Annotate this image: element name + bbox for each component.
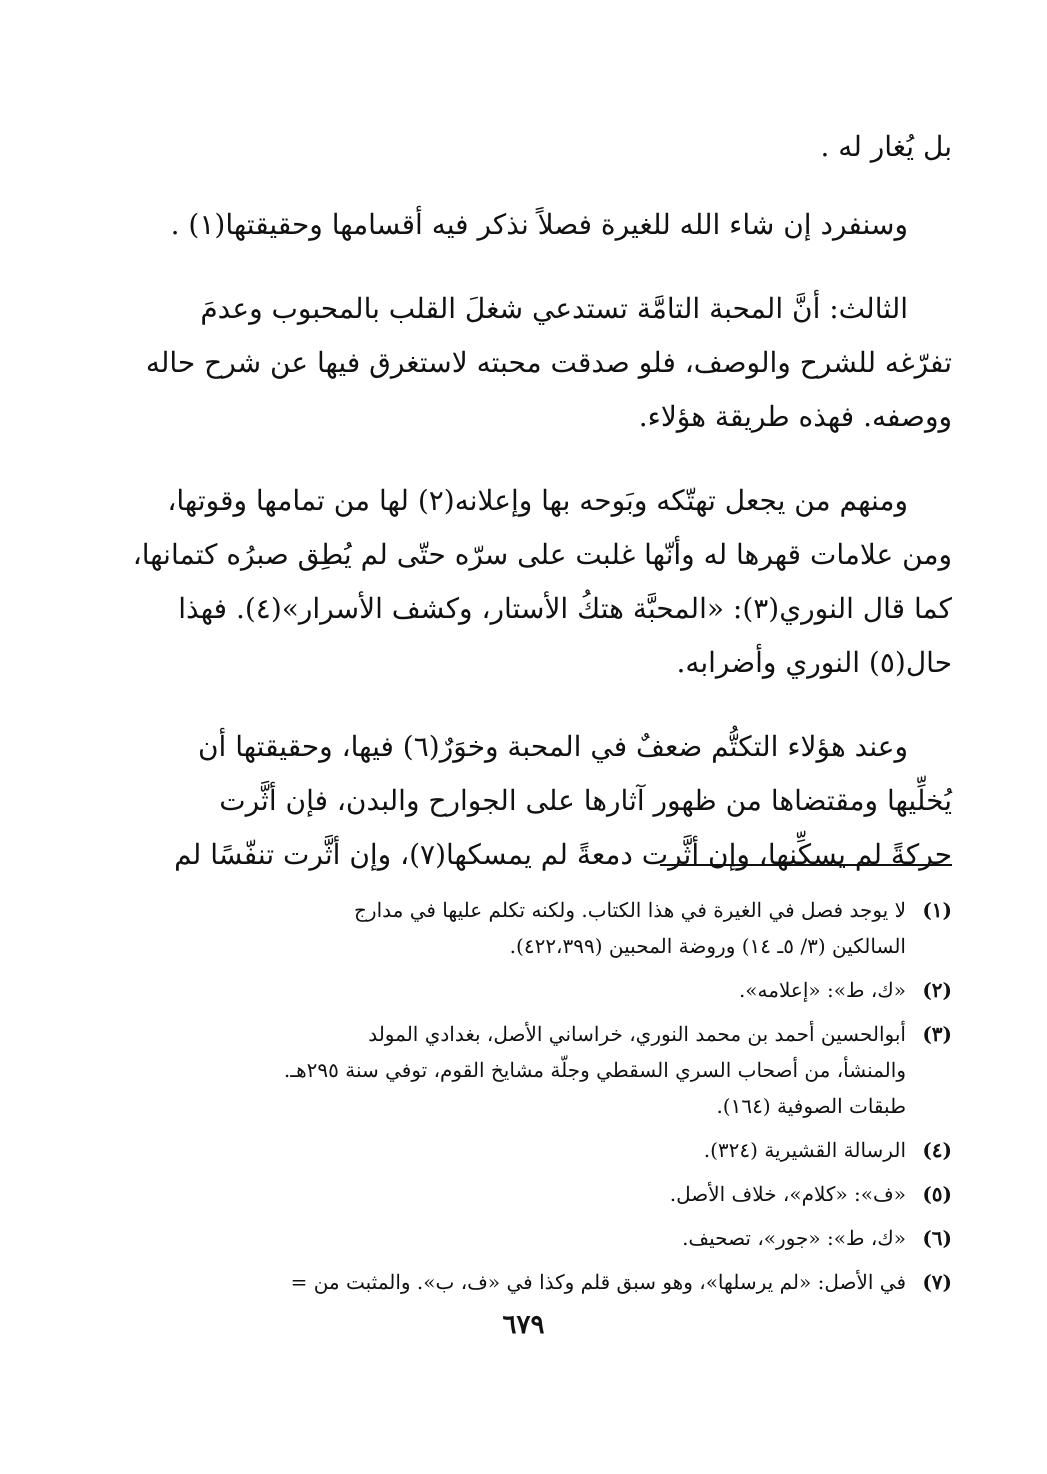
footnote-number: (٢) bbox=[922, 978, 952, 1002]
footnote bbox=[160, 1220, 952, 1256]
footnote bbox=[160, 1176, 952, 1212]
footnote bbox=[160, 1132, 952, 1168]
footnote-line: أبوالحسين أحمد بن محمد النوري، خراساني الأصل، بغدادي المولد bbox=[368, 1022, 906, 1046]
footnote-number: (١) bbox=[922, 898, 952, 922]
footnote-body bbox=[160, 1016, 906, 1124]
footnote-separator bbox=[660, 864, 952, 866]
main-text bbox=[132, 120, 952, 882]
footnote-number: (٤) bbox=[922, 1138, 952, 1162]
footnote-body bbox=[160, 892, 906, 964]
footnotes bbox=[160, 892, 952, 1308]
paragraph bbox=[160, 120, 952, 174]
footnote-number: (٦) bbox=[922, 1226, 952, 1250]
footnote-number: (٧) bbox=[922, 1270, 952, 1294]
text-line: ووصفه. فهذه طريقة هؤلاء. bbox=[638, 400, 952, 433]
text-line: ومنهم من يجعل تهتّكه وبَوحه بها وإعلانه(٢) لها من تمامها وقوتها، bbox=[167, 484, 908, 517]
paragraph bbox=[160, 198, 952, 252]
text-line: الثالث: أنَّ المحبة التامَّة تستدعي شغلَ القلب بالمحبوب وعدمَ bbox=[200, 292, 908, 325]
footnote-line: «ف»: «كلام»، خلاف الأصل. bbox=[669, 1182, 906, 1206]
text-line: يُخلِّيها ومقتضاها من ظهور آثارها على الجوارح والبدن، فإن أثَّرت bbox=[219, 784, 952, 817]
footnote-number: (٣) bbox=[922, 1022, 952, 1046]
footnote bbox=[160, 972, 952, 1008]
text-line: كما قال النوري(٣): «المحبَّة هتكُ الأستار، وكشف الأسرار»(٤). فهذا bbox=[178, 592, 952, 625]
footnote-line: والمنشأ، من أصحاب السري السقطي وجلّة مشايخ القوم، توفي سنة ٢٩٥هـ. bbox=[283, 1058, 906, 1082]
text-line: بل يُغار له . bbox=[820, 130, 952, 163]
footnote-line: طبقات الصوفية (١٦٤). bbox=[716, 1094, 906, 1118]
footnote-line: «ك، ط»: «إعلامه». bbox=[738, 978, 906, 1002]
footnote-body bbox=[160, 972, 906, 1008]
text-line: حال(٥) النوري وأضرابه. bbox=[676, 646, 952, 679]
paragraph bbox=[145, 282, 952, 444]
footnote bbox=[160, 1264, 952, 1300]
footnote bbox=[160, 892, 952, 964]
text-line: حركةً لم يسكِّنها، وإن أثَّرت دمعةً لم يمسكها(٧)، وإن أثَّرت تنفّسًا لم bbox=[174, 838, 952, 871]
footnote-line: لا يوجد فصل في الغيرة في هذا الكتاب. ولكنه تكلم عليها في مدارج bbox=[354, 898, 906, 922]
footnote-number: (٥) bbox=[922, 1182, 952, 1206]
footnote-line: الرسالة القشيرية (٣٢٤). bbox=[703, 1138, 906, 1162]
page-number: ٦٧٩ bbox=[502, 1310, 545, 1340]
page bbox=[132, 120, 952, 1294]
footnote-body bbox=[160, 1264, 906, 1300]
footnote-body bbox=[160, 1176, 906, 1212]
footnote-line: «ك، ط»: «جور»، تصحيف. bbox=[682, 1226, 906, 1250]
footnote-body bbox=[160, 1220, 906, 1256]
footnote bbox=[160, 1016, 952, 1124]
text-line: وسنفرد إن شاء الله للغيرة فصلاً نذكر فيه أقسامها وحقيقتها(١) . bbox=[170, 208, 908, 241]
paragraph bbox=[160, 720, 952, 882]
footnote-line: في الأصل: «لم يرسلها»، وهو سبق قلم وكذا في «ف، ب». والمثبت من = bbox=[290, 1270, 906, 1294]
text-line: تفرّغه للشرح والوصف، فلو صدقت محبته لاستغرق فيها عن شرح حاله bbox=[145, 346, 952, 379]
footnote-body bbox=[160, 1132, 906, 1168]
text-line: وعند هؤلاء التكتُّم ضعفٌ في المحبة وخوَرٌ(٦) فيها، وحقيقتها أن bbox=[197, 730, 908, 763]
paragraph bbox=[132, 474, 952, 690]
footnote-line: السالكين (٣/ ٥ـ ١٤) وروضة المحبين (٤٢٢،٣٩٩). bbox=[509, 934, 906, 958]
text-line: ومن علامات قهرها له وأنّها غلبت على سرّه حتّى لم يُطِق صبرُه كتمانها، bbox=[132, 538, 952, 571]
